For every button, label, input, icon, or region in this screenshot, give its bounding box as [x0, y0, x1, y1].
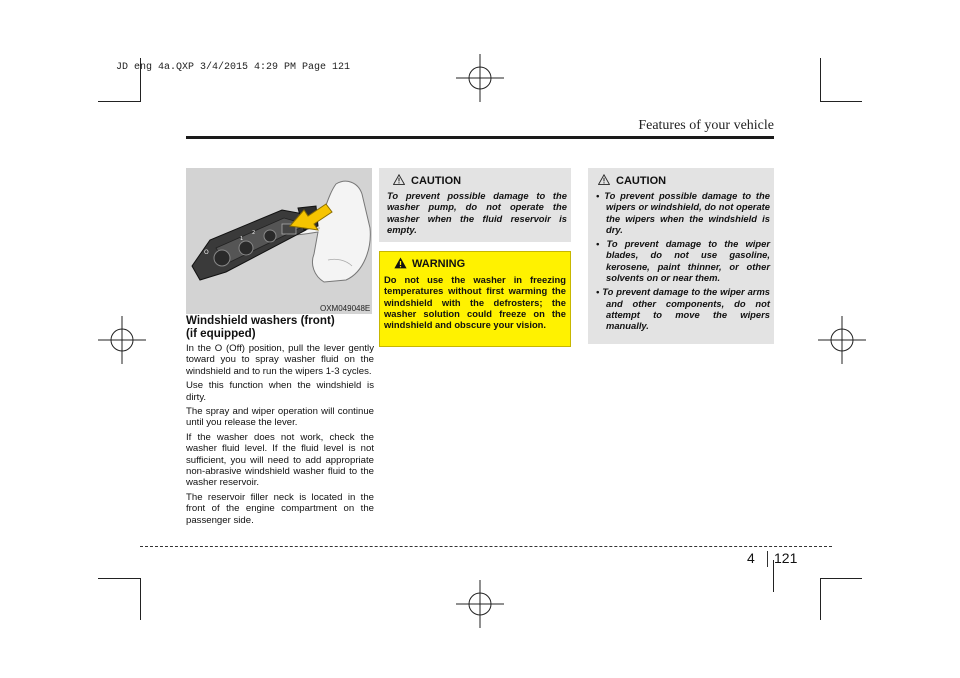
- registration-mark-icon: [96, 314, 148, 366]
- registration-mark-icon: [454, 52, 506, 104]
- paragraph: The spray and wiper operation will continue until you release the lever.: [186, 406, 374, 429]
- list-item: • To prevent damage to the wiper blades, do not use gasoline, kerosene, paint thinner, or other solvents on or near them.: [596, 238, 770, 284]
- warning-title: WARNING: [412, 258, 466, 270]
- footer-rule: [140, 546, 832, 547]
- caution-text: To prevent possible damage to the washer pump, do not operate the washer when the fluid reservoir is empty.: [387, 190, 567, 235]
- svg-text:1: 1: [240, 236, 244, 242]
- caution-list: [596, 190, 770, 335]
- svg-text:2: 2: [252, 230, 256, 236]
- paragraph: In the O (Off) position, pull the lever gently toward you to spray washer fluid on the windshield and to run the wipers 1-3 cycles.: [186, 343, 374, 377]
- warning-triangle-icon: [598, 174, 610, 185]
- caution-box-washer: [379, 168, 571, 242]
- warning-triangle-icon: [394, 257, 407, 269]
- section-heading: [186, 314, 374, 340]
- svg-text:O: O: [204, 249, 209, 256]
- list-item: • To prevent possible damage to the wipers or windshield, do not operate the wipers when the windshield is dry.: [596, 190, 770, 235]
- title-rule: [186, 136, 774, 139]
- main-text-column: [186, 314, 374, 529]
- wiper-lever-figure: [186, 168, 372, 314]
- heading-line-2: (if equipped): [186, 327, 256, 340]
- warning-box: [379, 251, 571, 347]
- print-header: JD eng 4a.QXP 3/4/2015 4:29 PM Page 121: [116, 62, 351, 73]
- paragraph: Use this function when the windshield is dirty.: [186, 380, 374, 403]
- warning-text: Do not use the washer in freezing temperatures without first warming the windshield with the defrosters; the washer solution could freeze on the windshield and obscure your vision.: [384, 274, 566, 331]
- warning-triangle-icon: [393, 174, 405, 185]
- registration-mark-icon: [454, 578, 506, 630]
- heading-line-1: Windshield washers (front): [186, 314, 335, 327]
- chapter-number: 4: [747, 550, 755, 566]
- wiper-lever-illustration: [186, 168, 372, 314]
- figure-caption: OXM049048E: [320, 304, 371, 313]
- page-number: 121: [774, 550, 798, 566]
- page-number-separator: [767, 551, 768, 567]
- caution-title: CAUTION: [411, 175, 462, 187]
- paragraph: If the washer does not work, check the washer fluid level. If the fluid level is not sufficient, you will need to add appropriate non-abrasive windshield washer fluid to the washer reservoir.: [186, 431, 374, 489]
- caution-title: CAUTION: [616, 175, 667, 187]
- section-title: Features of your vehicle: [638, 118, 774, 133]
- paragraph: The reservoir filler neck is located in the front of the engine compartment on the passenger side.: [186, 491, 374, 526]
- list-item: • To prevent damage to the wiper arms and other components, do not attempt to move the wipers manually.: [596, 286, 770, 332]
- registration-mark-icon: [816, 314, 868, 366]
- caution-box-wipers: [588, 168, 774, 344]
